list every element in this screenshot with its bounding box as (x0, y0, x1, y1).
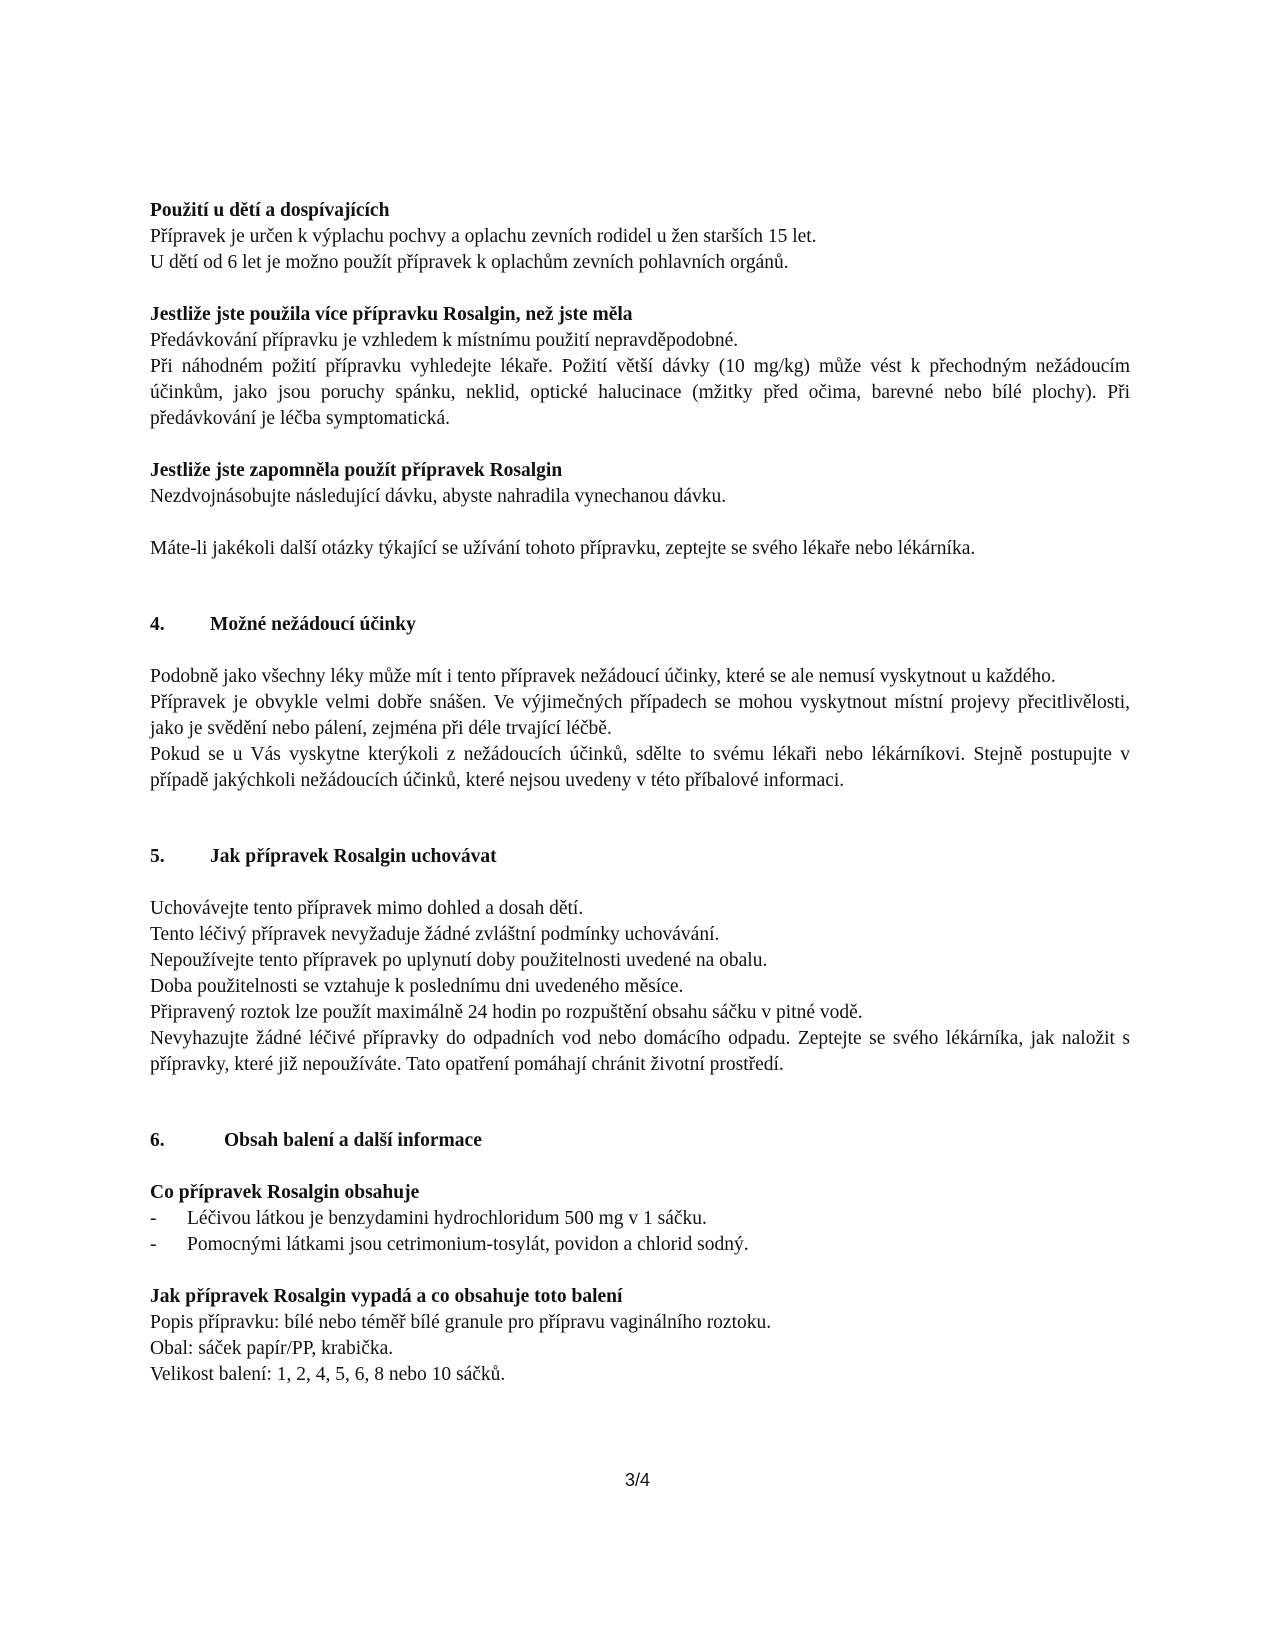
section-5-line-5: Připravený roztok lze použít maximálně 24 hodin po rozpuštění obsahu sáčku v pitné vodě. (150, 1002, 863, 1023)
section-4-body (150, 664, 1130, 794)
children-heading: Použití u dětí a dospívajících (150, 200, 390, 221)
section-4-title-text: Možné nežádoucí účinky (210, 614, 416, 635)
questions-text: Máte-li jakékoli další otázky týkající se užívání tohoto přípravku, zeptejte se svého lékaře nebo lékárníka. (150, 538, 976, 559)
list-dash: - (150, 1234, 157, 1255)
section-6-number: 6. (150, 1130, 165, 1151)
overdose-heading: Jestliže jste použila více přípravku Rosalgin, než jste měla (150, 304, 633, 325)
ingredients-list (150, 1206, 1130, 1258)
overdose-line-2: Při náhodném požití přípravku vyhledejte lékaře. Požití větší dávky (10 mg/kg) může vést k přechodným nežádoucím účinkům, jako jsou poruchy spánku, neklid, optické halucinace (mžitky před očima, barevné nebo bílé plochy). Při předávkování je léčba symptomatická. (150, 356, 1130, 429)
list-item (150, 1206, 1130, 1232)
section-5-title-text: Jak přípravek Rosalgin uchovávat (210, 846, 497, 867)
section-4-number: 4. (150, 614, 165, 635)
list-dash: - (150, 1208, 157, 1229)
looks-heading: Jak přípravek Rosalgin vypadá a co obsahuje toto balení (150, 1286, 623, 1307)
document-body (150, 198, 1130, 1414)
section-6-contains-block (150, 1180, 1130, 1258)
looks-line-3: Velikost balení: 1, 2, 4, 5, 6, 8 nebo 10 sáčků. (150, 1364, 506, 1385)
list-item (150, 1232, 1130, 1258)
section-6-title (150, 1128, 1130, 1154)
section-5-line-4: Doba použitelnosti se vztahuje k poslednímu dni uvedeného měsíce. (150, 976, 684, 997)
section-5-line-3: Nepoužívejte tento přípravek po uplynutí doby použitelnosti uvedené na obalu. (150, 950, 768, 971)
ingredient-active: Léčivou látkou je benzydamini hydrochloridum 500 mg v 1 sáčku. (187, 1208, 707, 1229)
looks-line-2: Obal: sáček papír/PP, krabička. (150, 1338, 394, 1359)
overdose-block (150, 302, 1130, 432)
section-5-number: 5. (150, 846, 165, 867)
forgot-line-1: Nezdvojnásobujte následující dávku, abyste nahradila vynechanou dávku. (150, 486, 727, 507)
section-5-disposal-paragraph: Nevyhazujte žádné léčivé přípravky do odpadních vod nebo domácího odpadu. Zeptejte se svého lékárníka, jak naložit s přípravky, které již nepoužíváte. Tato opatření pomáhají chránit životní prostředí. (150, 1028, 1130, 1075)
looks-line-1: Popis přípravku: bílé nebo téměř bílé granule pro přípravu vaginálního roztoku. (150, 1312, 772, 1333)
section-5-line-1: Uchovávejte tento přípravek mimo dohled a dosah dětí. (150, 898, 584, 919)
section-5-line-2: Tento léčivý přípravek nevyžaduje žádné zvláštní podmínky uchovávání. (150, 924, 720, 945)
section-4-paragraph-2: Přípravek je obvykle velmi dobře snášen. Ve výjimečných případech se mohou vyskytnout místní projevy přecitlivělosti, jako je svědění nebo pálení, zejména při déle trvající léčbě. (150, 692, 1130, 739)
children-line-2: U dětí od 6 let je možno použít přípravek k oplachům zevních pohlavních orgánů. (150, 252, 789, 273)
questions-block (150, 536, 1130, 562)
section-4-title (150, 612, 1130, 638)
overdose-line-1: Předávkování přípravku je vzhledem k místnímu použití nepravděpodobné. (150, 330, 739, 351)
page-number: 3/4 (624, 1470, 651, 1490)
section-6-looks-block (150, 1284, 1130, 1388)
children-block (150, 198, 1130, 276)
section-6-title-text: Obsah balení a další informace (224, 1130, 482, 1151)
section-5-title (150, 844, 1130, 870)
section-4-paragraph-1: Podobně jako všechny léky může mít i tento přípravek nežádoucí účinky, které se ale nemusí vyskytnout u každého. (150, 666, 1056, 687)
forgot-heading: Jestliže jste zapomněla použít přípravek Rosalgin (150, 460, 563, 481)
children-line-1: Přípravek je určen k výplachu pochvy a oplachu zevních rodidel u žen starších 15 let. (150, 226, 817, 247)
section-5-body (150, 896, 1130, 1078)
ingredient-excipients: Pomocnými látkami jsou cetrimonium-tosylát, povidon a chlorid sodný. (187, 1234, 749, 1255)
contains-heading: Co přípravek Rosalgin obsahuje (150, 1182, 420, 1203)
forgot-block (150, 458, 1130, 510)
section-4-paragraph-3: Pokud se u Vás vyskytne kterýkoli z nežádoucích účinků, sdělte to svému lékaři nebo lékárníkovi. Stejně postupujte v případě jakýchkoli nežádoucích účinků, které nejsou uvedeny v této příbalové informaci. (150, 744, 1130, 791)
